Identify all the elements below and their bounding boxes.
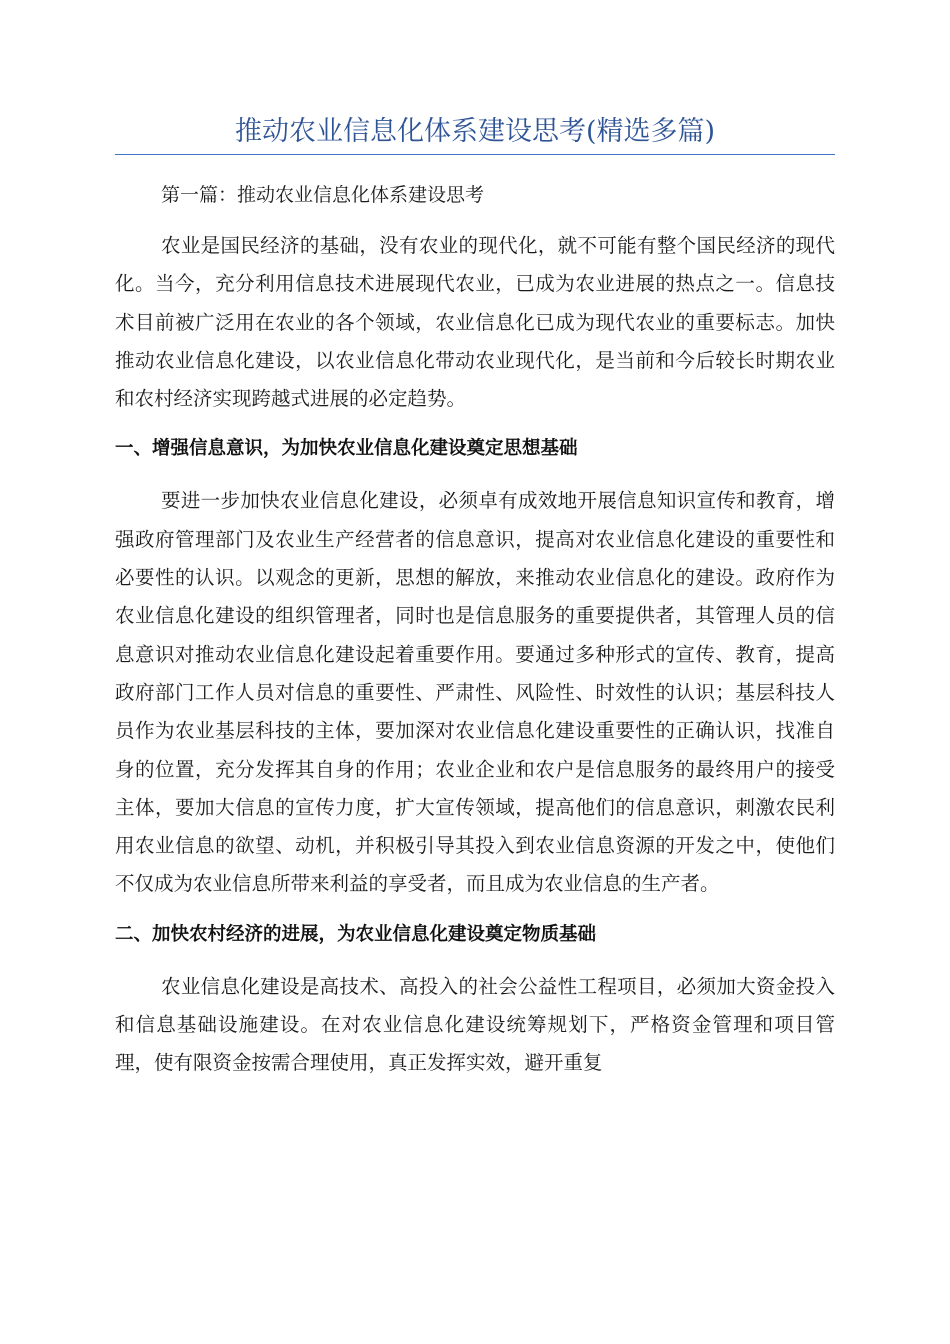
section-1-heading: 一、增强信息意识，为加快农业信息化建设奠定思想基础 (115, 438, 578, 460)
part-subtitle: 第一篇：推动农业信息化体系建设思考 (161, 184, 485, 206)
document-title: 推动农业信息化体系建设思考(精选多篇) (234, 116, 716, 147)
section-2-paragraph: 农业信息化建设是高技术、高投入的社会公益性工程项目，必须加大资金投入和信息基础设施建设。在对农业信息化建设统筹规划下，严格资金管理和项目管理，使有限资金按需合理使用，真正发挥实效，避开重复 (115, 974, 835, 1075)
intro-paragraph: 农业是国民经济的基础，没有农业的现代化，就不可能有整个国民经济的现代化。当今，充分利用信息技术进展现代农业，已成为农业进展的热点之一。信息技术目前被广泛用在农业的各个领域，农业信息化已成为现代农业的重要标志。加快推动农业信息化建设，以农业信息化带动农业现代化，是当前和今后较长时期农业和农村经济实现跨越式进展的必定趋势。 (115, 234, 835, 411)
section-2-heading: 二、加快农村经济的进展，为农业信息化建设奠定物质基础 (115, 923, 597, 945)
title-underline-divider (115, 154, 835, 155)
section-1-paragraph: 要进一步加快农业信息化建设，必须卓有成效地开展信息知识宣传和教育，增强政府管理部门及农业生产经营者的信息意识，提高对农业信息化建设的重要性和必要性的认识。以观念的更新，思想的解放，来推动农业信息化的建设。政府作为农业信息化建设的组织管理者，同时也是信息服务的重要提供者，其管理人员的信息意识对推动农业信息化建设起着重要作用。要通过多种形式的宣传、教育，提高政府部门工作人员对信息的重要性、严肃性、风险性、时效性的认识；基层科技人员作为农业基层科技的主体，要加深对农业信息化建设重要性的正确认识，找准自身的位置，充分发挥其自身的作用；农业企业和农户是信息服务的最终用户的接受主体，要加大信息的宣传力度，扩大宣传领域，提高他们的信息意识，刺激农民利用农业信息的欲望、动机，并积极引导其投入到农业信息资源的开发之中，使他们不仅成为农业信息所带来利益的享受者，而且成为农业信息的生产者。 (115, 489, 835, 896)
document-body (115, 176, 835, 1083)
